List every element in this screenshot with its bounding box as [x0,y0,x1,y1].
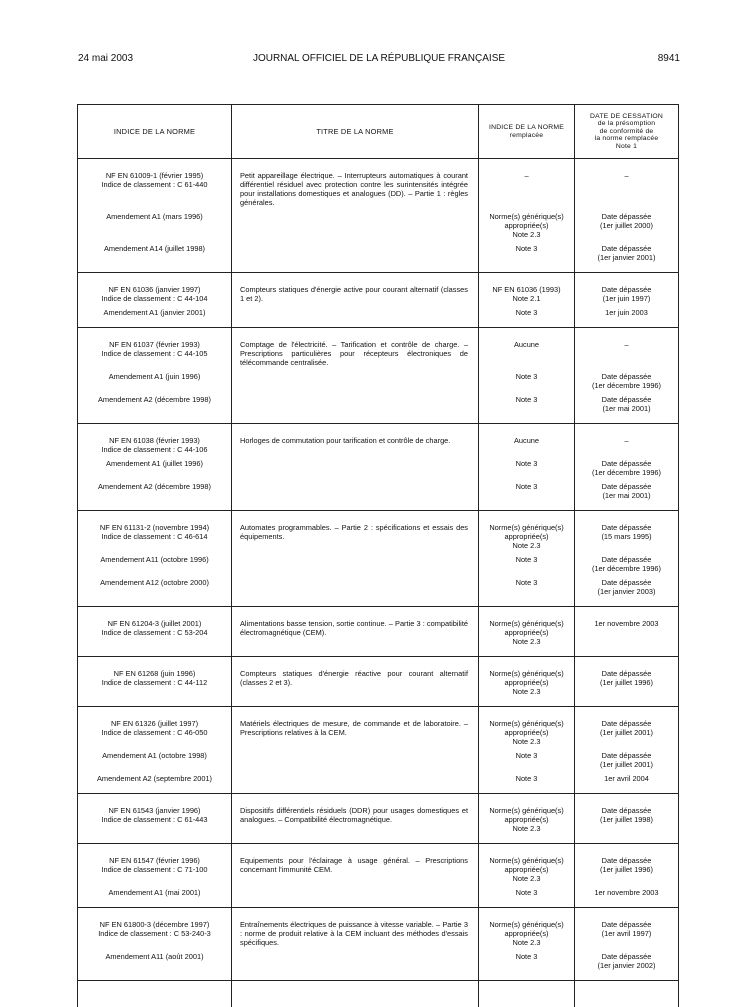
cell-line: Note 3 [483,774,570,783]
standards-table [77,104,679,1007]
cell-line: – [579,340,674,349]
cell-indice [78,303,232,328]
cell-line: (1er juillet 2001) [579,728,674,737]
cell-line: Note 3 [483,751,570,760]
cell-line: Norme(s) générique(s) [483,920,570,929]
cell-line: appropriée(s) [483,929,570,938]
cell-titre: Comptage de l'électricité. – Tarification et contrôle de charge. – Prescriptions particulières pour récepteurs électroniques de télécommande centralisée. [232,328,479,368]
cell-indice [78,454,232,477]
cell-cessation [575,746,679,769]
cell-titre: Matériels électriques de mesure, de commande et de laboratoire. – Prescriptions relatives à la CEM. [232,707,479,747]
cell-line: Date dépassée [579,856,674,865]
cell-cessation [575,273,679,304]
table-row [78,908,679,948]
cell-line: Indice de classement : C 53-204 [82,628,227,637]
cell-titre [232,303,479,328]
table-row [78,367,679,390]
cell-line: (1er décembre 1996) [579,381,674,390]
cell-line: NF EN 61038 (février 1993) [82,436,227,445]
cell-line: Note 2.3 [483,824,570,833]
empty-cell [232,981,479,1007]
cell-remplacee [479,239,575,273]
cell-line: Indice de classement : C 46-614 [82,532,227,541]
cell-line: Indice de classement : C 61-440 [82,180,227,189]
table-row [78,883,679,908]
cell-line: Date dépassée [579,952,674,961]
table-row [78,207,679,239]
cell-line: Date dépassée [579,395,674,404]
cell-remplacee [479,573,575,607]
table-row [78,477,679,511]
cell-line: Indice de classement : C 71-100 [82,865,227,874]
cell-line: 1er novembre 2003 [579,888,674,897]
cell-line: 1er avril 2004 [579,774,674,783]
cell-remplacee [479,607,575,657]
cell-line: NF EN 61204-3 (juillet 2001) [82,619,227,628]
cell-line: 1er juin 2003 [579,308,674,317]
cell-titre: Alimentations basse tension, sortie continue. – Partie 3 : compatibilité électromagnétique (CEM). [232,607,479,657]
cell-line: NF EN 61543 (janvier 1996) [82,806,227,815]
cell-line: Note 3 [483,482,570,491]
cell-line: appropriée(s) [483,628,570,637]
cell-cessation [575,511,679,551]
cell-line: Indice de classement : C 61-443 [82,815,227,824]
cell-indice [78,844,232,884]
cell-indice [78,273,232,304]
cell-line: Indice de classement : C 44-106 [82,445,227,454]
cell-remplacee [479,273,575,304]
table-row [78,454,679,477]
empty-cell [479,981,575,1007]
cell-indice [78,573,232,607]
table-continuation-row [78,981,679,1007]
cell-line: appropriée(s) [483,221,570,230]
cell-titre [232,883,479,908]
cell-cessation [575,239,679,273]
cell-titre: Compteurs statiques d'énergie réactive pour courant alternatif (classes 2 et 3). [232,657,479,707]
table-row [78,550,679,573]
cell-line: Note 3 [483,372,570,381]
cell-titre: Dispositifs différentiels résiduels (DDR) pour usages domestiques et analogues. – Compatibilité électromagnétique. [232,794,479,844]
table-body [78,159,679,1007]
cell-line: Date dépassée [579,669,674,678]
cell-remplacee [479,328,575,368]
cell-cessation [575,303,679,328]
cell-line: NF EN 61037 (février 1993) [82,340,227,349]
cell-remplacee [479,769,575,794]
cell-indice [78,550,232,573]
empty-cell [78,981,232,1007]
cell-line: Indice de classement : C 46-050 [82,728,227,737]
cell-line: (1er juillet 1998) [579,815,674,824]
cell-line: – [579,436,674,445]
cell-indice [78,947,232,981]
cell-line: (1er juillet 2000) [579,221,674,230]
page-number: 8941 [658,53,680,64]
cell-line: (1er juin 1997) [579,294,674,303]
cell-indice [78,239,232,273]
cell-indice [78,769,232,794]
table-row [78,273,679,304]
cell-line: Date dépassée [579,555,674,564]
cell-line: Norme(s) générique(s) [483,806,570,815]
cell-cessation [575,607,679,657]
cell-cessation [575,707,679,747]
cell-cessation [575,794,679,844]
cell-indice [78,424,232,455]
cell-line: (1er janvier 2003) [579,587,674,596]
cell-line: Note 3 [483,395,570,404]
cell-line: (1er juillet 1996) [579,678,674,687]
cell-line: appropriée(s) [483,815,570,824]
cell-cessation [575,769,679,794]
cell-cessation [575,390,679,424]
cell-line: Amendement A14 (juillet 1998) [82,244,227,253]
cell-line: Date dépassée [579,482,674,491]
cell-remplacee [479,657,575,707]
cell-line: Amendement A2 (décembre 1998) [82,395,227,404]
cell-line: Date dépassée [579,212,674,221]
table-row [78,239,679,273]
cell-line: 1er novembre 2003 [579,619,674,628]
cell-cessation [575,328,679,368]
table-row [78,573,679,607]
cell-line: Indice de classement : C 44-112 [82,678,227,687]
cell-cessation [575,454,679,477]
cell-line: Note 3 [483,888,570,897]
cell-line: (1er avril 1997) [579,929,674,938]
cell-line: Indice de classement : C 44-105 [82,349,227,358]
cell-line: (1er juillet 1996) [579,865,674,874]
cell-cessation [575,883,679,908]
cell-cessation [575,477,679,511]
cell-indice [78,607,232,657]
page-header [78,53,680,67]
cell-indice [78,883,232,908]
cell-line: Note 2.3 [483,637,570,646]
cell-line: Note 3 [483,578,570,587]
cell-titre: Horloges de commutation pour tarification et contrôle de charge. [232,424,479,455]
cell-indice [78,390,232,424]
cell-line: Amendement A11 (octobre 1996) [82,555,227,564]
cell-remplacee [479,159,575,208]
cell-line: Amendement A1 (janvier 2001) [82,308,227,317]
cell-titre [232,390,479,424]
cell-line: NF EN 61547 (février 1996) [82,856,227,865]
cell-cessation [575,159,679,208]
cell-line: Note 2.3 [483,874,570,883]
cell-indice [78,794,232,844]
cell-cessation [575,573,679,607]
cell-titre: Automates programmables. – Partie 2 : spécifications et essais des équipements. [232,511,479,551]
cell-line: appropriée(s) [483,532,570,541]
cell-line: Date dépassée [579,459,674,468]
cell-remplacee [479,844,575,884]
cell-remplacee [479,746,575,769]
cell-cessation [575,424,679,455]
cell-line: Date dépassée [579,719,674,728]
cell-titre [232,367,479,390]
cell-line: Note 3 [483,555,570,564]
cell-cessation [575,844,679,884]
cell-remplacee [479,794,575,844]
cell-titre: Equipements pour l'éclairage à usage général. – Prescriptions concernant l'immunité CEM. [232,844,479,884]
cell-titre [232,239,479,273]
cell-line: Amendement A1 (juillet 1996) [82,459,227,468]
table-row [78,607,679,657]
cell-line: Note 2.1 [483,294,570,303]
cell-cessation [575,908,679,948]
cell-line: Date dépassée [579,806,674,815]
cell-line: Note 2.3 [483,687,570,696]
cell-line: NF EN 61326 (juillet 1997) [82,719,227,728]
cell-remplacee [479,390,575,424]
cell-titre [232,573,479,607]
cell-line: appropriée(s) [483,865,570,874]
cell-line: NF EN 61131-2 (novembre 1994) [82,523,227,532]
table-row [78,746,679,769]
cell-titre [232,746,479,769]
cell-titre [232,769,479,794]
cell-indice [78,908,232,948]
table-row [78,657,679,707]
col-header-titre: TITRE DE LA NORME [232,105,479,159]
cell-cessation [575,657,679,707]
cell-line: – [579,171,674,180]
cell-line: (1er décembre 1996) [579,564,674,573]
cell-cessation [575,207,679,239]
cell-line: appropriée(s) [483,728,570,737]
table-row [78,947,679,981]
table-row [78,390,679,424]
cell-line: Aucune [483,340,570,349]
cell-titre [232,947,479,981]
cell-line: NF EN 61268 (juin 1996) [82,669,227,678]
cell-remplacee [479,207,575,239]
cell-line: Note 2.3 [483,230,570,239]
cell-line: NF EN 61036 (janvier 1997) [82,285,227,294]
col-header-remplacee: INDICE DE LA NORME remplacée [479,105,575,159]
cell-remplacee [479,707,575,747]
cell-line: Indice de classement : C 44-104 [82,294,227,303]
cell-line: Date dépassée [579,523,674,532]
cell-line: Note 3 [483,952,570,961]
journal-title: JOURNAL OFFICIEL DE LA RÉPUBLIQUE FRANÇAISE [78,53,680,64]
cell-cessation [575,367,679,390]
cell-indice [78,657,232,707]
cell-titre: Petit appareillage électrique. – Interrupteurs automatiques à courant différentiel résiduel avec protection contre les surintensités intégrée pour installations domestiques et analogues (DD). – Partie 1 : règles générales. [232,159,479,208]
table-row [78,844,679,884]
cell-remplacee [479,367,575,390]
cell-line: (1er janvier 2001) [579,253,674,262]
cell-line: Norme(s) générique(s) [483,212,570,221]
cell-indice [78,746,232,769]
cell-line: Norme(s) générique(s) [483,523,570,532]
cell-line: NF EN 61036 (1993) [483,285,570,294]
cell-line: NF EN 61009-1 (février 1995) [82,171,227,180]
cell-line: Amendement A11 (août 2001) [82,952,227,961]
cell-line: Norme(s) générique(s) [483,719,570,728]
cell-line: (1er janvier 2002) [579,961,674,970]
cell-line: – [483,171,570,180]
cell-line: Amendement A2 (décembre 1998) [82,482,227,491]
cell-indice [78,367,232,390]
table-row [78,707,679,747]
cell-remplacee [479,477,575,511]
cell-line: Note 3 [483,459,570,468]
cell-remplacee [479,883,575,908]
cell-line: Date dépassée [579,244,674,253]
cell-titre: Entraînements électriques de puissance à vitesse variable. – Partie 3 : norme de produit relative à la CEM incluant des méthodes d'essais spécifiques. [232,908,479,948]
cell-remplacee [479,908,575,948]
cell-line: (15 mars 1995) [579,532,674,541]
table-row [78,794,679,844]
cell-line: Date dépassée [579,372,674,381]
cell-line: Note 2.3 [483,541,570,550]
cell-line: Date dépassée [579,920,674,929]
cell-line: Norme(s) générique(s) [483,669,570,678]
table-row [78,328,679,368]
cell-titre [232,207,479,239]
col-header-indice: INDICE DE LA NORME [78,105,232,159]
col-header-cessation: DATE DE CESSATION de la présomption de conformité de la norme remplacée Note 1 [575,105,679,159]
issue-date: 24 mai 2003 [78,53,133,64]
cell-line: Amendement A1 (mai 2001) [82,888,227,897]
cell-line: (1er juillet 2001) [579,760,674,769]
cell-line: Amendement A1 (juin 1996) [82,372,227,381]
cell-indice [78,707,232,747]
table-row [78,769,679,794]
cell-line: (1er mai 2001) [579,491,674,500]
cell-line: Note 3 [483,308,570,317]
cell-line: appropriée(s) [483,678,570,687]
cell-titre [232,477,479,511]
cell-remplacee [479,511,575,551]
cell-remplacee [479,424,575,455]
table-row [78,159,679,208]
cell-line: (1er mai 2001) [579,404,674,413]
cell-line: Amendement A2 (septembre 2001) [82,774,227,783]
cell-line: Note 3 [483,244,570,253]
table-row [78,303,679,328]
cell-remplacee [479,454,575,477]
cell-indice [78,328,232,368]
cell-line: Indice de classement : C 53-240-3 [82,929,227,938]
cell-line: (1er décembre 1996) [579,468,674,477]
cell-titre [232,550,479,573]
cell-line: Date dépassée [579,751,674,760]
cell-line: Aucune [483,436,570,445]
cell-indice [78,511,232,551]
cell-line: Note 2.3 [483,938,570,947]
cell-cessation [575,550,679,573]
cell-line: Amendement A12 (octobre 2000) [82,578,227,587]
cell-line: Norme(s) générique(s) [483,619,570,628]
cell-line: Norme(s) générique(s) [483,856,570,865]
empty-cell [575,981,679,1007]
table-header-row [78,105,679,159]
cell-line: Note 2.3 [483,737,570,746]
cell-line: NF EN 61800-3 (décembre 1997) [82,920,227,929]
cell-remplacee [479,303,575,328]
cell-line: Amendement A1 (mars 1996) [82,212,227,221]
cell-remplacee [479,550,575,573]
cell-indice [78,159,232,208]
cell-line: Date dépassée [579,285,674,294]
cell-indice [78,477,232,511]
cell-indice [78,207,232,239]
table-row [78,424,679,455]
cell-cessation [575,947,679,981]
cell-line: Amendement A1 (octobre 1998) [82,751,227,760]
cell-titre: Compteurs statiques d'énergie active pour courant alternatif (classes 1 et 2). [232,273,479,304]
cell-titre [232,454,479,477]
cell-remplacee [479,947,575,981]
cell-line: Date dépassée [579,578,674,587]
table-row [78,511,679,551]
